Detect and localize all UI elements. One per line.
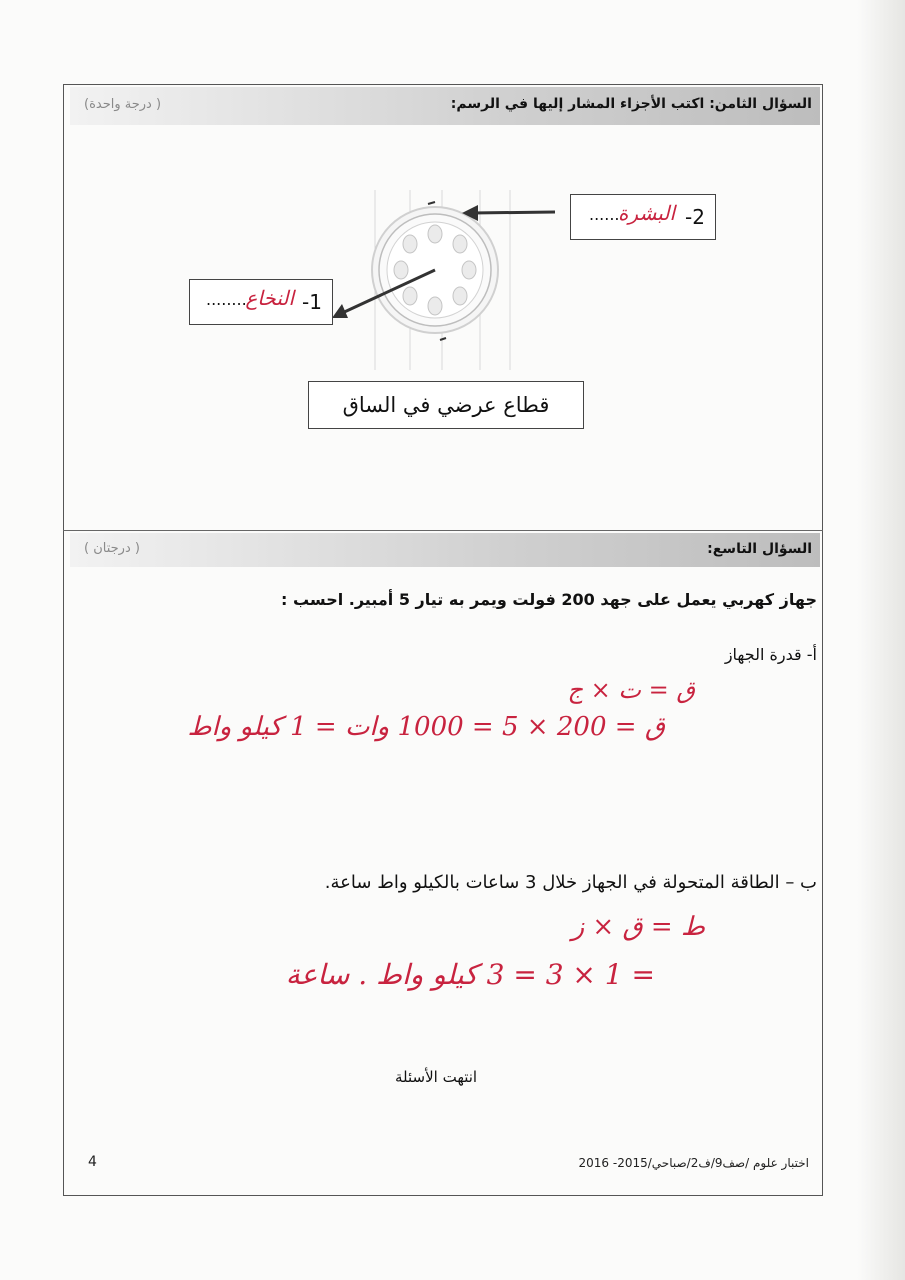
question-9-problem: جهاز كهربي يعمل على جهد 200 فولت ويمر به تيار 5 أمبير. احسب : (281, 590, 817, 609)
part-b-formula: ط = ق × ز (571, 912, 705, 942)
label-2-dots: ...... (589, 205, 620, 224)
footer-exam-info: اختبار علوم /صف9/ف2/صباحي/2015- 2016 (578, 1156, 809, 1170)
part-b-label: ب – الطاقة المتحولة في الجهاز خلال 3 ساعات بالكيلو واط ساعة. (324, 872, 817, 893)
question-8-title: السؤال الثامن: اكتب الأجزاء المشار إليها في الرسم: (450, 96, 812, 112)
question-8-marks: ( درجة واحدة) (84, 97, 162, 112)
page-edge-shadow (857, 0, 905, 1280)
end-of-questions: انتهت الأسئلة (395, 1068, 478, 1086)
question-9-header (70, 533, 820, 567)
label-box-1 (189, 279, 333, 325)
part-b-work: = 1 × 3 = 3 كيلو واط . ساعة (285, 958, 655, 991)
part-a-label: أ- قدرة الجهاز (724, 645, 817, 664)
footer-page-number: 4 (88, 1154, 97, 1170)
label-1-number: 1- (302, 290, 322, 314)
label-1-answer: النخاع (245, 286, 294, 310)
question-9-marks: ( درجتان ) (84, 541, 140, 556)
section-divider (63, 530, 823, 531)
label-2-answer: البشرة (617, 201, 675, 225)
diagram-caption: قطاع عرضي في الساق (308, 381, 584, 429)
part-a-work: ق = 200 × 5 = 1000 وات = 1 كيلو واط (187, 712, 665, 742)
label-1-dots: ........ (206, 290, 247, 309)
label-box-2 (570, 194, 716, 240)
question-9-title: السؤال التاسع: (707, 541, 812, 557)
part-a-formula: ق = ت × ج (567, 676, 695, 704)
question-8-header (70, 87, 820, 125)
label-2-number: 2- (685, 205, 705, 229)
